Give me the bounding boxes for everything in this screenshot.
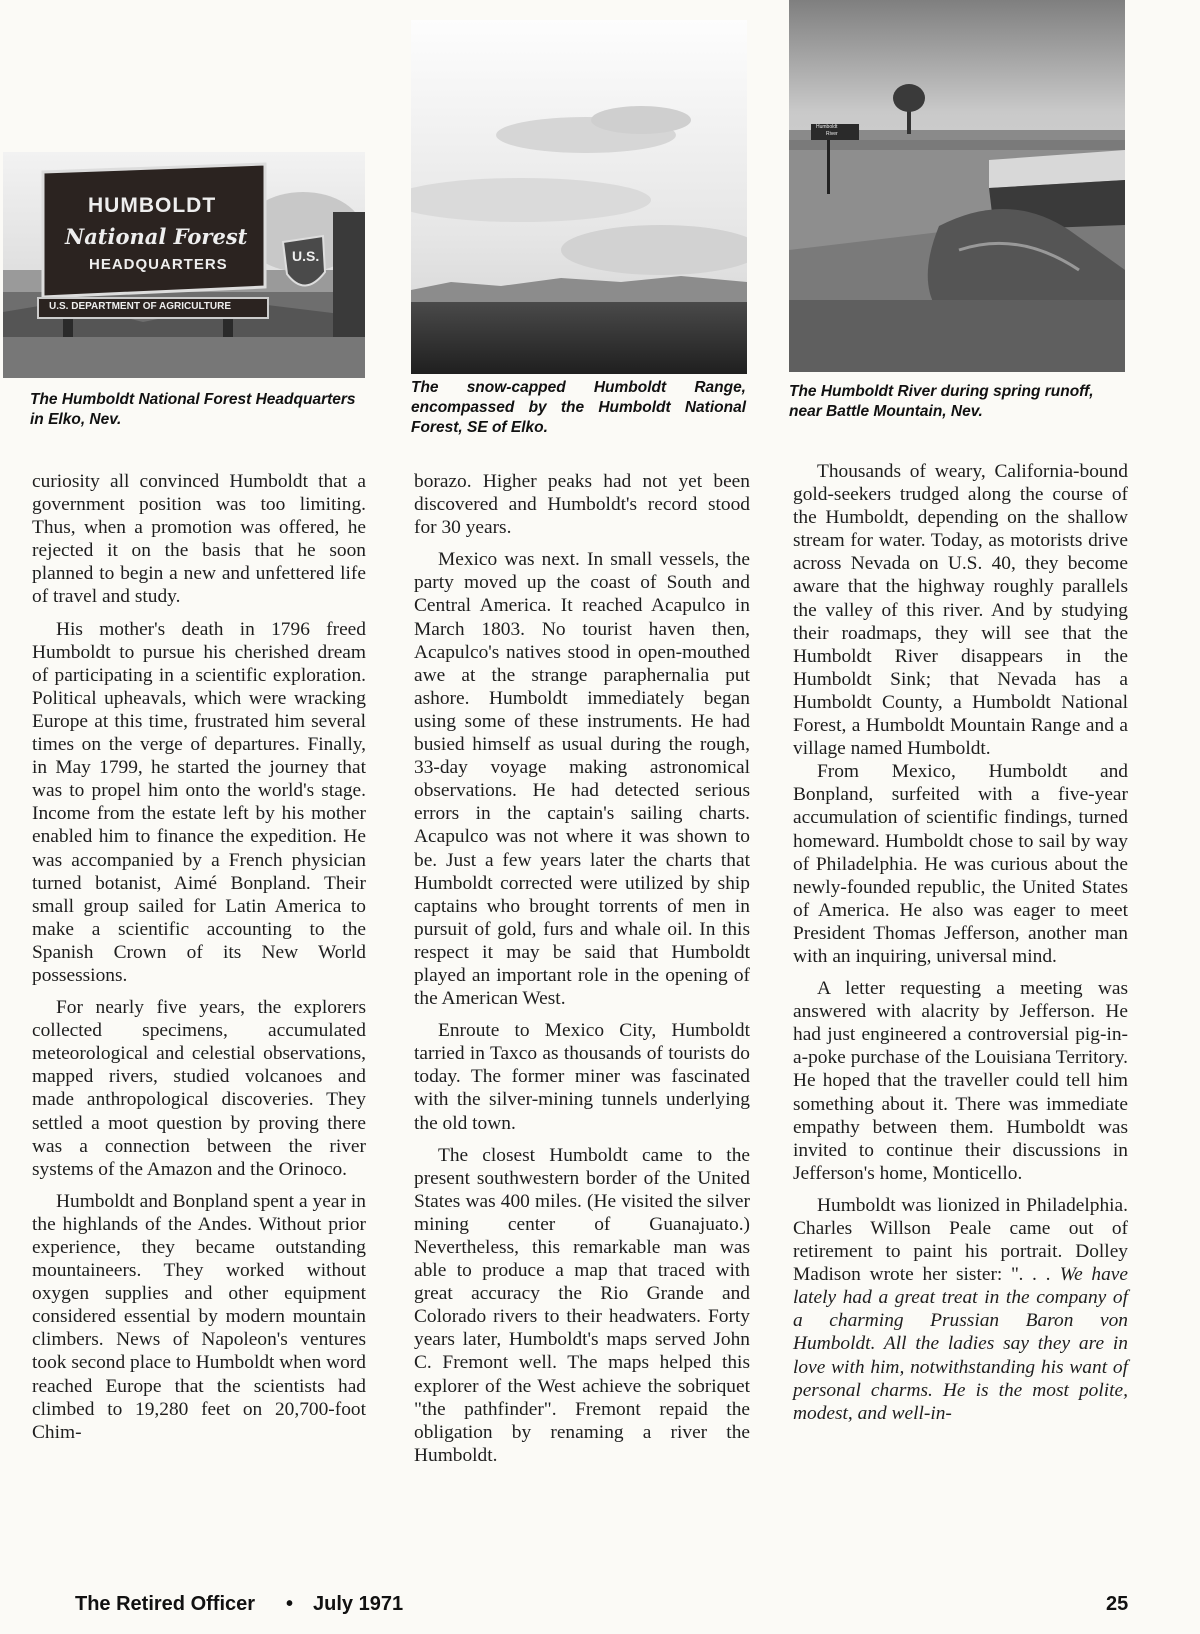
paragraph: The closest Humboldt came to the present southwestern border of the United States was 400 miles. (He visited the silver mining center of Guanajuato.) Nevertheless, this remarkable man was able to produce a map that traced with great accuracy the Rio Grande and Colorado rivers to their headwaters. Forty years later, Humboldt's maps served John C. Fremont well. The maps helped this explorer of the West achieve the sobriquet "the pathfinder". Fremont repaid the obligation by renaming a river the Humboldt. (414, 1144, 750, 1466)
paragraph: Thousands of weary, California-bound gold-seekers trudged along the course of the Humboldt, depending on the shallow stream for water. Today, as motorists drive across Nevada on U.S. 40, they become aware that the highway roughly parallels the valley of this river. And by studying their roadmaps, they will see that the Humboldt River disappears in the Humboldt Sink; that Nevada has a Humboldt County, a Humboldt National Forest, a Humboldt Mountain Range and a village named Humboldt. (793, 461, 1128, 760)
text-column-3 (793, 460, 1128, 1425)
paragraph (793, 1194, 1128, 1425)
sign-line-1: HUMBOLDT (88, 194, 217, 217)
paragraph: Humboldt and Bonpland spent a year in the highlands of the Andes. Without prior experience, they became outstanding mountaineers. They worked without oxygen supplies and other equipment considered essential by modern mountain climbers. News of Napoleon's ventures took second place to Humboldt when word reached Europe that the scientists had climbed to 19,280 feet on 20,700-foot Chim- (32, 1190, 366, 1443)
river-sign-line-1: Humboldt (816, 124, 838, 130)
humboldt-range-photo (411, 20, 747, 374)
river-sign-line-2: River (826, 131, 838, 137)
paragraph: Mexico was next. In small vessels, the party moved up the coast of South and Central America. It reached Acapulco in March 1803. No tourist haven then, Acapulco's natives stood in open-mouthed awe at the strange paraphernalia put ashore. Humboldt immediately began using some of these instruments. He had busied himself as usual during the rough, 33-day voyage making astronomical observations. He had detected serious errors in the captain's sailing charts. Acapulco was not where it was shown to be. Just a few years later the charts that Humboldt corrected were utilized by ship captains who brought torrents of men in pursuit of gold, furs and whale oil. In this respect it may be said that Humboldt played an important role in the opening of the American West. (414, 549, 750, 1010)
quote-italic: . . . We have lately had a great treat in the company of a charming Prussian Baron von Humboldt. All the ladies say they are in love with him, notwithstanding his want of personal charms. He is the most polite, modest, and well-in- (793, 1264, 1129, 1424)
humboldt-river-photo (789, 0, 1125, 372)
footer-date: July 1971 (313, 1593, 404, 1615)
paragraph: curiosity all convinced Humboldt that a government position was too limiting. Thus, when a promotion was offered, he rejected it on the basis that he soon planned to begin a new and unfettered life of travel and study. (32, 471, 366, 608)
sign-line-3: HEADQUARTERS (89, 256, 228, 273)
paragraph: For nearly five years, the explorers collected specimens, accumulated meteorological and celestial observations, mapped rivers, studied volcanoes and made anthropological discoveries. They settled a moot question by proving there was a connection between the river systems of the Amazon and the Orinoco. (32, 997, 366, 1180)
text-column-1 (32, 470, 366, 1444)
paragraph: borazo. Higher peaks had not yet been discovered and Humboldt's record stood for 30 years. (414, 471, 750, 539)
shield-text: U.S. (292, 248, 320, 264)
footer-publication: The Retired Officer (75, 1593, 256, 1615)
text-column-2 (414, 470, 750, 1467)
paragraph: His mother's death in 1796 freed Humboldt to pursue his cherished dream of participating in a scientific exploration. Political upheavals, which were wracking Europe at this time, frustrated him several times on the verge of departures. Finally, in May 1799, he started the journey that was to propel him onto the world's stage. Income from the estate left by his mother enabled him to finance the expedition. He was accompanied by a French physician turned botanist, Aimé Bonpland. Their small group sailed for Latin America to make a scientific accounting to the Spanish Crown of its New World possessions. (32, 618, 366, 986)
forest-sign-photo (3, 152, 365, 378)
paragraph: Enroute to Mexico City, Humboldt tarried in Taxco as thousands of tourists do today. The former miner was fascinated with the silver-mining tunnels underlying the old town. (414, 1020, 750, 1134)
caption-humboldt-range: The snow-capped Humboldt Range, encompassed by the Humboldt National Forest, SE of Elko. (411, 379, 746, 436)
caption-humboldt-river: The Humboldt River during spring runoff, near Battle Mountain, Nev. (789, 383, 1094, 420)
paragraph: A letter requesting a meeting was answered with alacrity by Jefferson. He had just engineered a controversial pig-in-a-poke purchase of the Louisiana Territory. He hoped that the traveller could tell him something about it. There was immediate empathy between them. Humboldt was invited to continue their discussions in Jefferson's home, Monticello. (793, 978, 1128, 1184)
sign-line-2: National Forest (65, 224, 248, 249)
paragraph-roman: Humboldt was lionized in Philadelphia. Charles Willson Peale came out of retirement to paint his portrait. Dolley Madison wrote her sister: " (793, 1194, 1128, 1286)
page-number: 25 (1106, 1593, 1129, 1615)
paragraph: From Mexico, Humboldt and Bonpland, surfeited with a five-year accumulation of scientific findings, turned homeward. Humboldt chose to sail by way of Philadelphia. He was curious about the newly-founded republic, the United States of America. He also was eager to meet President Thomas Jefferson, another man with an inquiring, universal mind. (793, 761, 1128, 967)
sign-base-text: U.S. DEPARTMENT OF AGRICULTURE (49, 301, 232, 312)
caption-forest-sign: The Humboldt National Forest Headquarters in Elko, Nev. (30, 391, 356, 428)
footer-bullet: • (286, 1593, 294, 1615)
